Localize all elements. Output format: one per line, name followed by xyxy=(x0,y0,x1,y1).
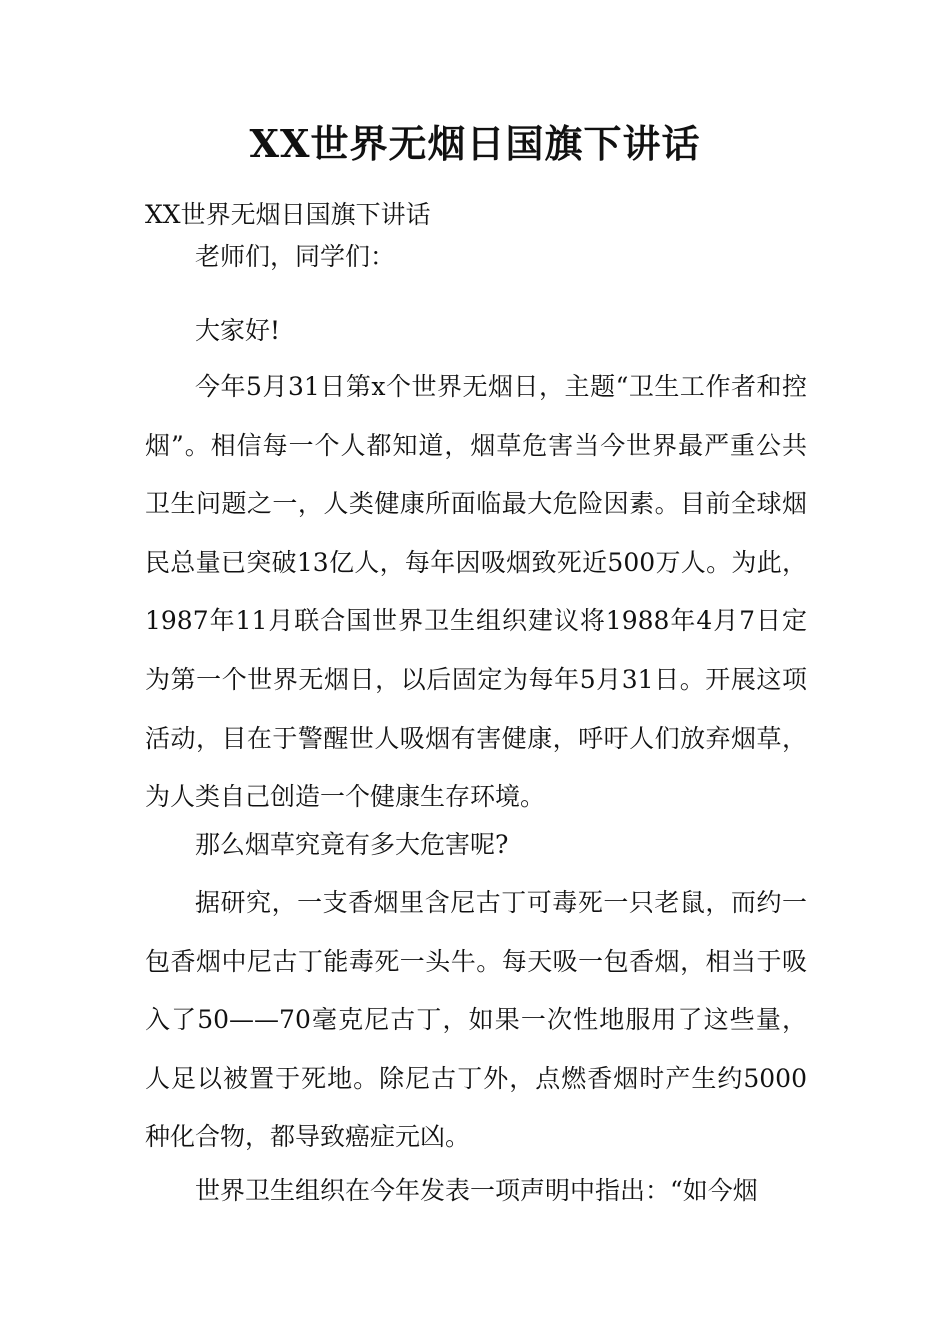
paragraph-hello: 大家好! xyxy=(195,316,281,345)
paragraph-intro: 今年5月31日第x个世界无烟日，主题“卫生工作者和控烟”。相信每一个人都知道，烟草危害当今世界最严重公共卫生问题之一，人类健康所面临最大危险因素。目前全球烟民总量已突破13亿人，每年因吸烟致死近500万人。为此，1987年11月联合国世界卫生组织建议将1988年4月7日定为第一个世界无烟日，以后固定为每年5月31日。开展这项活动，目在于警醒世人吸烟有害健康，呼吁人们放弃烟草，为人类自己创造一个健康生存环境。 xyxy=(145,372,807,812)
paragraph-greeting: 老师们，同学们： xyxy=(195,242,396,271)
paragraph-question: 那么烟草究竟有多大危害呢? xyxy=(195,830,509,859)
document-title: XX世界无烟日国旗下讲话 xyxy=(249,121,701,166)
document-subtitle: XX世界无烟日国旗下讲话 xyxy=(145,200,431,229)
paragraph-research: 据研究，一支香烟里含尼古丁可毒死一只老鼠，而约一包香烟中尼古丁能毒死一头牛。每天吸一包香烟，相当于吸入了50——70毫克尼古丁，如果一次性地服用了这些量，人足以被置于死地。除尼古丁外，点燃香烟时产生约5000种化合物，都导致癌症元凶。 xyxy=(145,888,807,1152)
paragraph-who-statement: 世界卫生组织在今年发表一项声明中指出：“如今烟 xyxy=(195,1176,758,1205)
